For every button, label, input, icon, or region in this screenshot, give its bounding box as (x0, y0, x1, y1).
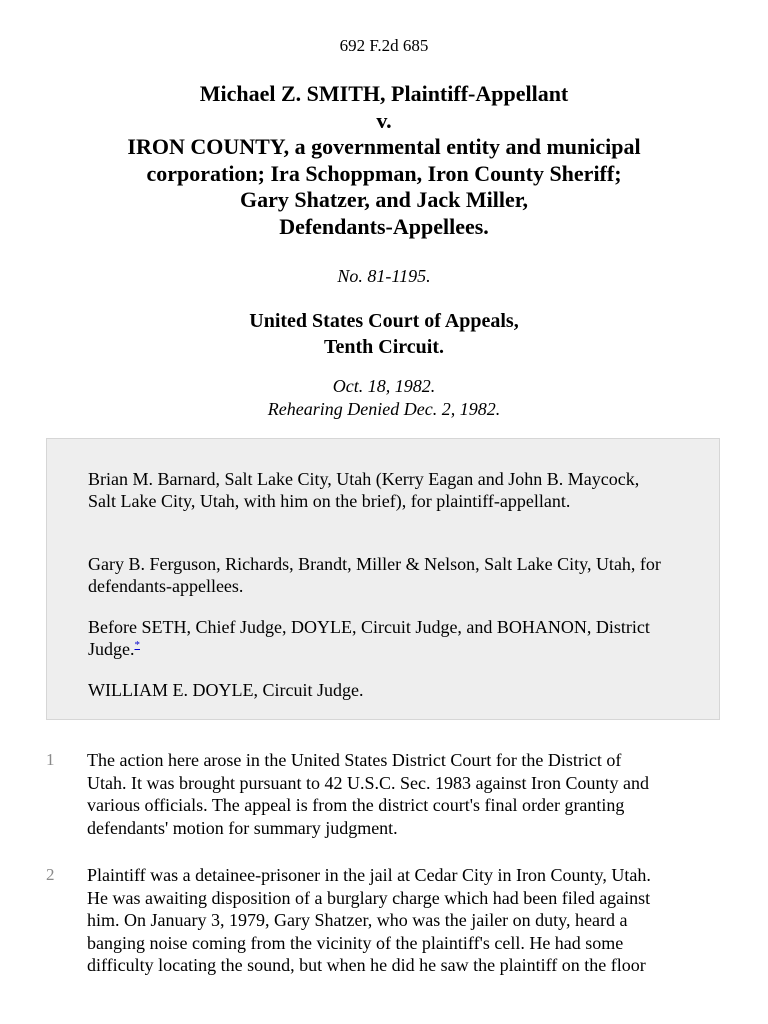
decision-dates (0, 375, 768, 421)
opinion-author: WILLIAM E. DOYLE, Circuit Judge. (88, 680, 364, 700)
text-line: him. On January 3, 1979, Gary Shatzer, who was the jailer on duty, heard a (87, 910, 628, 930)
caption-line: Defendants-Appellees. (279, 213, 489, 239)
paragraph-text (87, 864, 721, 977)
text-line: He was awaiting disposition of a burglary charge which had been filed against (87, 887, 651, 908)
text-line: various officials. The appeal is from the district court's final order granting (87, 795, 625, 815)
caption-line: Gary Shatzer, and Jack Miller, (239, 187, 529, 212)
bench-text: Before SETH, Chief Judge, DOYLE, Circuit Judge, and BOHANON, District Judge. (88, 617, 650, 659)
paragraph-text (87, 749, 721, 839)
footnote-link[interactable]: * (134, 639, 140, 651)
text-line: defendants' motion for summary judgment. (87, 817, 398, 838)
rehearing-date: Rehearing Denied Dec. 2, 1982. (267, 399, 501, 419)
caption-line: corporation; Ira Schoppman, Iron County Sheriff; (146, 160, 622, 186)
appellant-counsel: Brian M. Barnard, Salt Lake City, Utah (Kerry Eagan and John B. Maycock, Salt Lake City, Utah, with him on the brief), for plaintiff-appellant. (88, 469, 640, 511)
case-caption (60, 81, 708, 240)
caption-line: v. (376, 107, 392, 133)
court-name (0, 308, 768, 360)
bench-panel (88, 616, 668, 660)
attorneys-panel (46, 438, 720, 720)
court-line: Tenth Circuit. (323, 336, 445, 358)
text-line: Utah. It was brought pursuant to 42 U.S.C. Sec. 1983 against Iron County and (87, 772, 649, 793)
text-line: banging noise coming from the vicinity of the plaintiff's cell. He had some (87, 932, 624, 953)
text-line: difficulty locating the sound, but when he did he saw the plaintiff on the floor (87, 955, 646, 975)
case-citation: 692 F.2d 685 (339, 36, 429, 55)
court-line: United States Court of Appeals, (249, 310, 519, 332)
decided-date: Oct. 18, 1982. (332, 376, 436, 396)
text-line: Plaintiff was a detainee-prisoner in the jail at Cedar City in Iron County, Utah. (87, 865, 651, 885)
paragraph-number: 2 (46, 865, 55, 884)
appellees-counsel: Gary B. Ferguson, Richards, Brandt, Miller & Nelson, Salt Lake City, Utah, for defendants-appellees. (88, 554, 661, 596)
paragraph-number: 1 (46, 750, 55, 769)
caption-line: Michael Z. SMITH, Plaintiff-Appellant (199, 81, 569, 106)
caption-line: IRON COUNTY, a governmental entity and municipal (127, 134, 641, 159)
text-line: The action here arose in the United States District Court for the District of (87, 750, 622, 770)
docket-number: No. 81-1195. (337, 266, 431, 286)
